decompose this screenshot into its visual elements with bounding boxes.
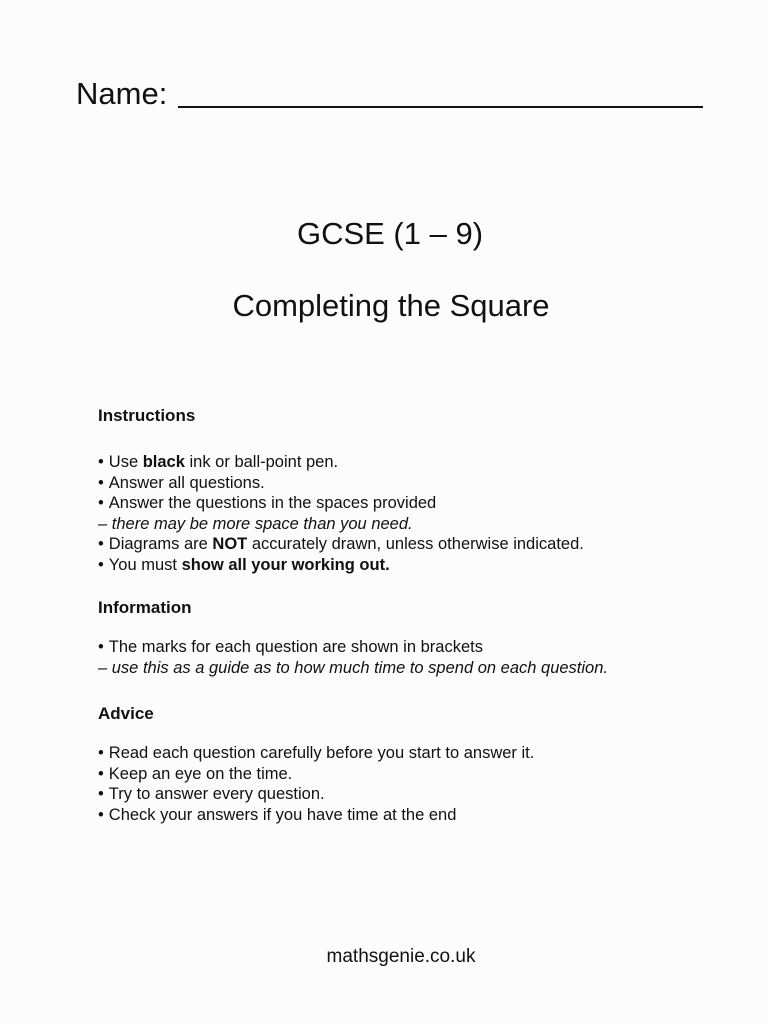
bullet-icon: • bbox=[98, 453, 104, 471]
bullet-icon: • bbox=[98, 785, 104, 803]
topic-title: Completing the Square bbox=[232, 288, 550, 323]
item-text: Diagrams are bbox=[108, 535, 213, 553]
instructions-list bbox=[98, 452, 738, 575]
list-item bbox=[98, 784, 738, 805]
item-text: The marks for each question are shown in brackets bbox=[108, 638, 483, 656]
bullet-icon: • bbox=[98, 494, 104, 512]
list-item bbox=[98, 805, 738, 826]
advice-list bbox=[98, 743, 738, 825]
item-text: Try to answer every question. bbox=[108, 785, 325, 803]
bullet-icon: • bbox=[98, 744, 104, 762]
exam-title: GCSE (1 – 9) bbox=[296, 216, 484, 251]
list-item bbox=[98, 514, 738, 535]
item-text: Keep an eye on the time. bbox=[108, 764, 293, 783]
item-text: Read each question carefully before you start to answer it. bbox=[108, 744, 535, 762]
name-label: Name: bbox=[76, 76, 168, 111]
list-item bbox=[98, 452, 738, 473]
list-item bbox=[98, 555, 738, 576]
name-write-line bbox=[178, 106, 703, 108]
item-emphasis: black bbox=[142, 453, 185, 471]
item-text: accurately drawn, unless otherwise indicated. bbox=[247, 535, 584, 553]
advice-section bbox=[98, 703, 738, 825]
list-item bbox=[98, 658, 738, 679]
item-text: Answer the questions in the spaces provided bbox=[108, 494, 437, 512]
list-item bbox=[98, 637, 738, 658]
information-section bbox=[98, 597, 738, 678]
bullet-icon: • bbox=[98, 764, 104, 783]
item-text: Answer all questions. bbox=[108, 473, 265, 492]
item-text: Check your answers if you have time at the end bbox=[108, 805, 457, 824]
information-list bbox=[98, 637, 738, 678]
bullet-icon: • bbox=[98, 555, 104, 574]
item-emphasis: NOT bbox=[212, 535, 248, 553]
instructions-heading: Instructions bbox=[98, 406, 196, 425]
item-text: – use this as a guide as to how much time to spend on each question. bbox=[98, 658, 608, 677]
item-text: Use bbox=[108, 453, 143, 471]
list-item bbox=[98, 764, 738, 785]
footer-website: mathsgenie.co.uk bbox=[326, 946, 476, 967]
bullet-icon: • bbox=[98, 805, 104, 824]
list-item bbox=[98, 534, 738, 555]
item-emphasis: show all your working out. bbox=[181, 555, 390, 574]
advice-heading: Advice bbox=[98, 704, 154, 723]
instructions-section bbox=[98, 405, 738, 575]
bullet-icon: • bbox=[98, 473, 104, 492]
item-text: You must bbox=[108, 555, 182, 574]
list-item bbox=[98, 493, 738, 514]
bullet-icon: • bbox=[98, 638, 104, 656]
item-text: ink or ball-point pen. bbox=[184, 453, 339, 471]
list-item bbox=[98, 743, 738, 764]
information-heading: Information bbox=[98, 598, 192, 617]
list-item bbox=[98, 473, 738, 494]
bullet-icon: • bbox=[98, 535, 104, 553]
item-text: – there may be more space than you need. bbox=[98, 514, 413, 533]
name-field-row bbox=[76, 76, 703, 112]
